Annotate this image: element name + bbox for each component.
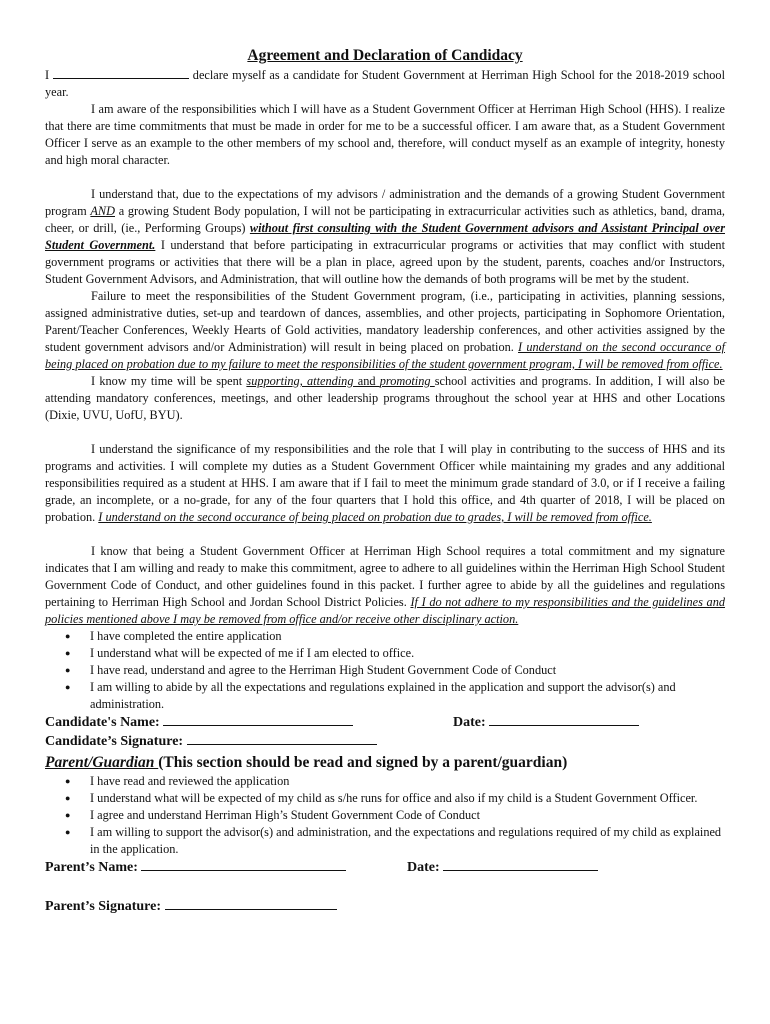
candidate-name-field[interactable] — [163, 714, 353, 726]
list-item: ● I am willing to abide by all the expectations and regulations explained in the application and support the advisor(s) and administration. — [45, 679, 725, 713]
intro-prefix: I — [45, 68, 50, 82]
p2-text-c: I understand that before participating in extracurricular programs or activities that may conflict with student government programs or activities that there will be a plan in place, agreed upon by the student, parents, coaches and/or Instructors, Student Government Advisors, and Administration, that will outline how the demands of both programs will be met by the student. — [45, 238, 725, 286]
p6-italic: If I do not adhere to my responsibilities and the guidelines and policies mentioned above I may be removed from office and/or receive other disciplinary action. — [45, 595, 725, 626]
candidate-date-field[interactable] — [489, 714, 639, 726]
document-body — [45, 67, 725, 916]
intro-suffix: declare myself as a candidate for Student Government at Herriman High School for the 2018-2019 school year. — [45, 68, 725, 99]
parent-date-group — [407, 858, 598, 877]
paragraph-commitment — [45, 543, 725, 628]
candidate-signature-row — [45, 732, 725, 751]
parent-heading-note: (This section should be read and signed by a parent/guardian) — [158, 754, 568, 771]
parent-name-label: Parent’s Name: — [45, 860, 138, 875]
p4-text-a: I know my time will be spent — [91, 374, 247, 388]
parent-section-heading — [45, 752, 725, 773]
p4-and: and — [353, 374, 380, 388]
candidate-date-group — [453, 713, 639, 732]
parent-date-label: Date: — [407, 860, 440, 875]
p6-text: I know that being a Student Government Officer at Herriman High School requires a total commitment and my signature indicates that I am willing and ready to make this commitment, agree to adhere to all guidelines within the Herriman High School Student Government Code of Conduct, and other guidelines found in this packet. I further agree to abide by all the guidelines and regulations pertaining to Herriman High School and Jordan School District Policies. — [45, 544, 725, 609]
candidate-name-blank[interactable] — [53, 67, 189, 79]
p2-and: AND — [90, 204, 115, 218]
spacer — [45, 877, 725, 897]
parent-signature-field[interactable] — [165, 898, 337, 910]
paragraph-responsibilities: I am aware of the responsibilities which I will have as a Student Government Officer at Herriman High School (HHS). I realize that there are time commitments that must be made in order for me to be a successful officer. I am aware that, as a Student Government Officer I serve as an example to the other members of my school and, therefore, will conduct myself as an example of integrity, honesty and high moral character. — [45, 102, 725, 167]
parent-signature-row — [45, 897, 725, 916]
list-item: ● I am willing to support the advisor(s) and administration, and the expectations and regulations required of my child as explained in the application. — [45, 824, 725, 858]
parent-checklist — [45, 773, 725, 858]
candidate-signature-field[interactable] — [187, 733, 377, 745]
list-item: ● I have read and reviewed the application — [45, 773, 725, 790]
parent-name-field[interactable] — [141, 859, 346, 871]
p3-italic: I understand on the second occurance of being placed on probation due to my failure to meet the responsibilities of the student government program, I will be removed from office. — [45, 340, 725, 371]
list-item: ● I have completed the entire application — [45, 628, 725, 645]
p4-italic-2: promoting — [379, 374, 435, 388]
p5-text: I understand the significance of my responsibilities and the role that I will play in contributing to the success of HHS and its programs and activities. I will complete my duties as a Student Government Officer while maintaining my grades and any additional responsibilities required as a student at HHS. I am aware that if I fail to meet the minimum grade standard of 3.0, or if I receive a failing grade, an incomplete, or a no-grade, for any of the four quarters that I hold this office, and 4th quarter of 2018, I will be placed on probation. — [45, 442, 725, 524]
candidate-checklist — [45, 628, 725, 713]
paragraph-probation — [45, 288, 725, 373]
candidate-name-row — [45, 713, 725, 732]
p4-text-b: school activities and programs. In addition, I will also be attending mandatory conferences, meetings, and other leadership programs throughout the school year at HHS and other Locations (Dixie, UVU, UofU, BYU). — [45, 374, 725, 422]
candidate-signature-label: Candidate’s Signature: — [45, 734, 184, 749]
list-item: ● I have read, understand and agree to the Herriman High Student Government Code of Conduct — [45, 662, 725, 679]
p2-text-a: I understand that, due to the expectations of my advisors / administration and the demands of a growing Student Government program — [45, 187, 725, 218]
p4-italic-1: supporting, attending — [246, 374, 354, 388]
paragraph-grades — [45, 441, 725, 526]
p2-text-b: a growing Student Body population, I will not be participating in extracurricular activities such as athletics, band, drama, cheer, or drill, (ie., Performing Groups) — [45, 204, 725, 235]
p5-italic: I understand on the second occurance of being placed on probation due to grades, I will be removed from office. — [98, 510, 652, 524]
parent-date-field[interactable] — [443, 859, 598, 871]
document-title: Agreement and Declaration of Candidacy — [247, 47, 523, 64]
list-item: ● I understand what will be expected of me if I am elected to office. — [45, 645, 725, 662]
parent-heading-label: Parent/Guardian — [45, 754, 159, 771]
p2-bold-clause: without first consulting with the Student Government advisors and Assistant Principal over Student Government. — [45, 221, 725, 252]
candidate-name-label: Candidate's Name: — [45, 715, 160, 730]
intro-line — [45, 67, 725, 101]
list-item: ● I agree and understand Herriman High’s Student Government Code of Conduct — [45, 807, 725, 824]
list-item: ● I understand what will be expected of my child as s/he runs for office and also if my child is a Student Government Officer. — [45, 790, 725, 807]
paragraph-extracurricular — [45, 186, 725, 288]
paragraph-time — [45, 373, 725, 424]
p3-text: Failure to meet the responsibilities of the Student Government program, (i.e., participating in activities, planning sessions, assigned administrative duties, set-up and teardown of dances, assemblies, and other projects, participating in Sophomore Orientation, Parent/Teacher Conferences, Weekly Hearts of Gold activities, mandatory leadership conferences, and other activities assigned by the student government advisors and/or Administration) will result in being placed on probation. — [45, 289, 725, 354]
parent-name-row — [45, 858, 725, 877]
candidate-date-label: Date: — [453, 715, 486, 730]
parent-signature-label: Parent’s Signature: — [45, 899, 162, 914]
